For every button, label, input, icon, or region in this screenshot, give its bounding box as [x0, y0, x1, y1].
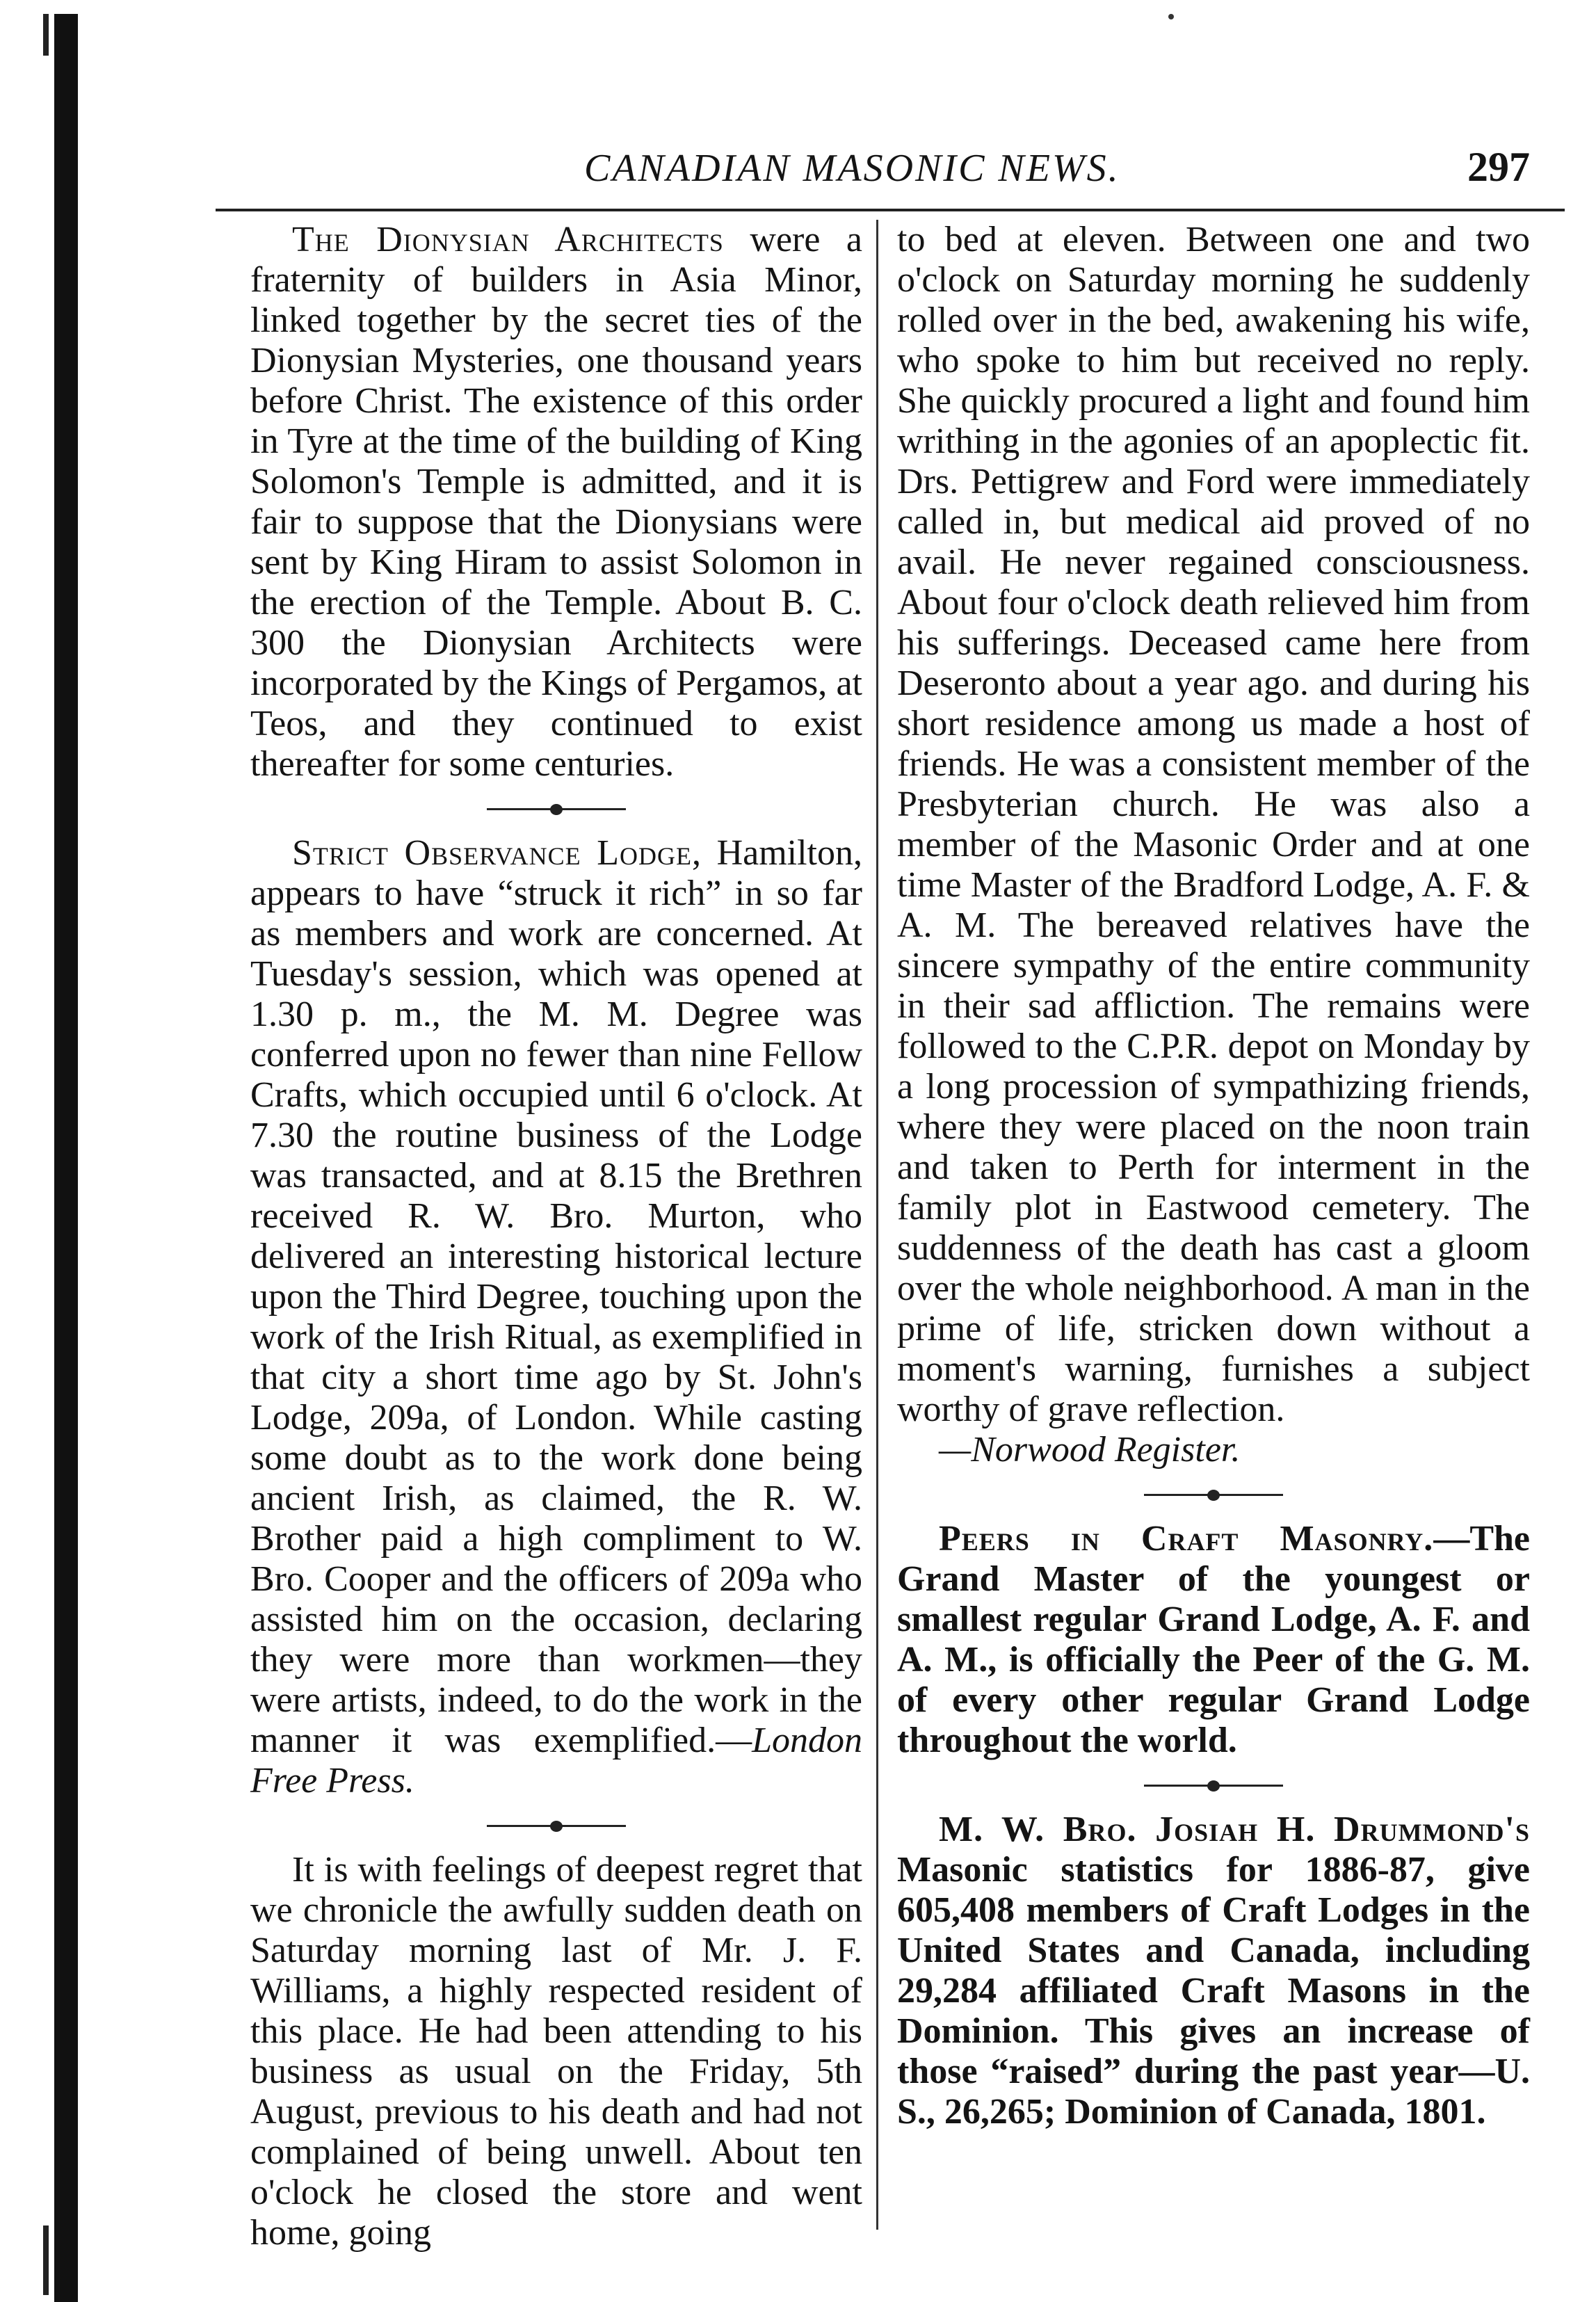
article-body: Masonic statistics for 1886-87, give 605,408 members of Craft Lodges in the United States and Canada, including 29,284 affiliated Craft Masons in the Dominion. This gives an increase of those “raised” during the past year—U. S., 26,265; Dominion of Canada, 1801.	[897, 1850, 1530, 2132]
article-williams-obituary	[250, 1850, 862, 2253]
article-body: Hamilton, appears to have “struck it rich” in so far as members and work are concerned. At Tuesday's session, which was opened at 1.30 p. m., the M. M. Degree was conferred upon no fewer than nine Fellow Crafts, which occupied until 6 o'clock. At 7.30 the routine business of the Lodge was transacted, and at 8.15 the Brethren received R. W. Bro. Murton, who delivered an interesting historical lecture upon the Third Degree, touching upon the work of the Irish Ritual, as exemplified in that city a short time ago by St. John's Lodge, 209a, of London. While casting some doubt as to the work done being ancient Irish, as claimed, the R. W. Brother paid a high compliment to W. Bro. Cooper and the officers of 209a who assisted him on the occasion, declaring they were more than workmen—they were artists, indeed, to do the work in the manner it was exemplified.—	[250, 833, 862, 1760]
article-body: —The Grand Master of the youngest or smallest regular Grand Lodge, A. F. and A. M., is officially the Peer of the G. M. of every other regular Grand Lodge throughout the world.	[897, 1519, 1530, 1760]
article-lead: Strict Observance Lodge,	[292, 833, 702, 873]
article-body: to bed at eleven. Between one and two o'clock on Saturday morning he suddenly rolled over in the bed, awakening his wife, who spoke to him but received no reply. She quickly procured a light and found him writhing in the agonies of an apoplectic fit. Drs. Pettigrew and Ford were immediately called in, but medical aid proved of no avail. He never regained consciousness. About four o'clock death relieved him from his sufferings. Deceased came here from Deseronto about a year ago. and during his short residence among us made a host of friends. He was a consistent member of the Presbyterian church. He was also a member of the Masonic Order and at one time Master of the Bradford Lodge, A. F. & A. M. The bereaved relatives have the sincere sympathy of the entire community in their sad affliction. The remains were followed to the C.P.R. depot on Monday by a long procession of sympathizing friends, where they were placed on the noon train and taken to Perth for interment in the family plot in Eastwood cemetery. The suddenness of the death has cast a gloom over the whole neighborhood. A man in the prime of life, stricken down without a moment's warning, furnishes a subject worthy of grave reflection.	[897, 220, 1530, 1429]
spine-mark-bottom	[43, 2225, 49, 2295]
right-column	[897, 220, 1530, 2132]
section-separator	[897, 1470, 1530, 1519]
article-williams-obituary-continued	[897, 220, 1530, 1430]
left-column	[250, 220, 862, 2253]
header-rule	[216, 209, 1565, 211]
article-peers-in-craft-masonry	[897, 1519, 1530, 1761]
article-drummond-statistics	[897, 1810, 1530, 2132]
column-divider	[876, 220, 878, 2230]
article-body: were a fraternity of builders in Asia Minor, linked together by the secret ties of the Dionysian Mysteries, one thousand years before Christ. The existence of this order in Tyre at the time of the building of King Solomon's Temple is admitted, and it is fair to suppose that the Dionysians were sent by King Hiram to assist Solomon in the erection of the Temple. About B. C. 300 the Dionysian Architects were incorporated by the Kings of Pergamos, at Teos, and they continued to exist thereafter for some centuries.	[250, 220, 862, 784]
spine-mark-top	[43, 14, 49, 56]
running-title: CANADIAN MASONIC NEWS.	[584, 147, 1120, 190]
article-body: It is with feelings of deepest regret that we chronicle the awfully sudden death on Saturday morning last of Mr. J. F. Williams, a highly respected resident of this place. He had been attending to his business as usual on the Friday, 5th August, previous to his death and had not complained of being unwell. About ten o'clock he closed the store and went home, going	[250, 1850, 862, 2253]
article-source: London Free Press.	[250, 1721, 862, 1801]
article-strict-observance-lodge	[250, 833, 862, 1801]
article-lead: The Dionysian Architects	[292, 220, 724, 259]
article-lead: Peers in Craft Masonry.	[939, 1519, 1434, 1559]
page-number: 297	[1467, 144, 1530, 190]
section-separator	[897, 1761, 1530, 1810]
section-separator	[250, 1801, 862, 1850]
section-separator	[250, 784, 862, 833]
article-source: —Norwood Register.	[939, 1430, 1241, 1470]
article-source-line	[897, 1430, 1530, 1470]
speck	[1168, 14, 1174, 19]
book-spine-shadow	[54, 14, 78, 2302]
article-dionysian-architects	[250, 220, 862, 784]
page-header	[209, 139, 1530, 195]
article-lead: M. W. Bro. Josiah H. Drummond's	[939, 1810, 1530, 1849]
